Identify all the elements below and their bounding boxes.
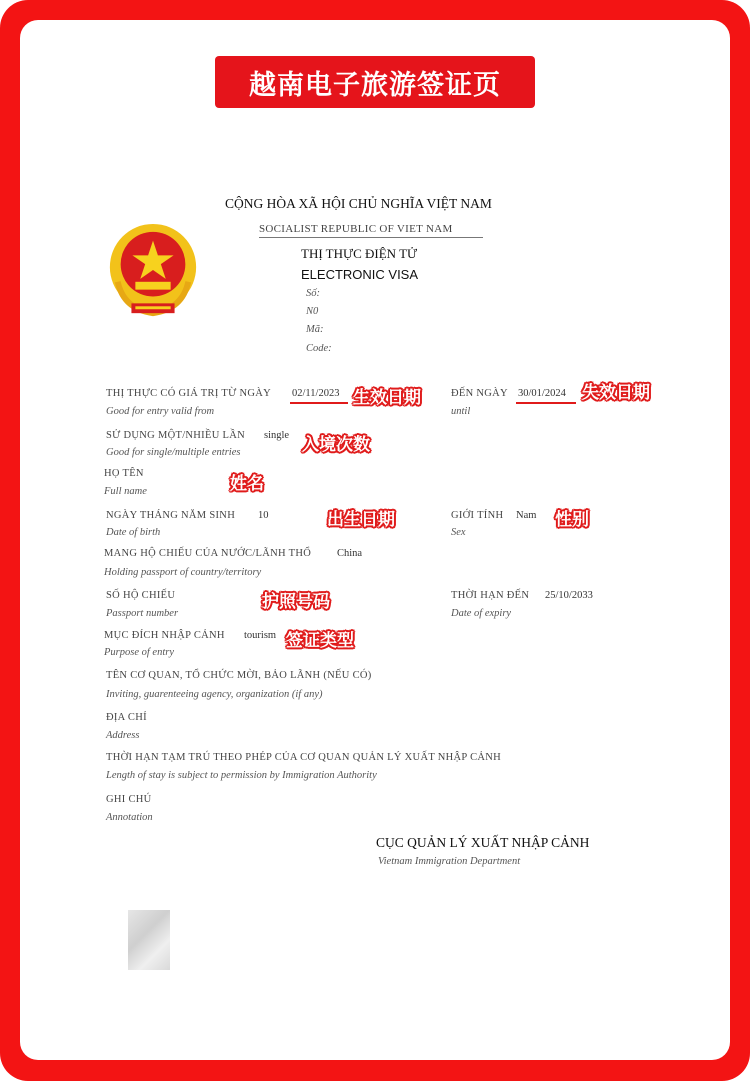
dob-en: Date of birth (106, 527, 161, 538)
country-name-vn: CỘNG HÒA XÃ HỘI CHỦ NGHĨA VIỆT NAM (225, 196, 492, 211)
header-divider (259, 237, 483, 238)
annotation-dob: 出生日期 (327, 510, 395, 530)
stay-label: THỜI HẠN TẠM TRÚ THEO PHÉP CỦA CƠ QUAN QUẢN LÝ XUẤT NHẬP CẢNH (106, 752, 502, 763)
purpose-en: Purpose of entry (104, 647, 174, 658)
sex-value: Nam (516, 510, 537, 521)
expiry-en: Date of expiry (451, 608, 512, 619)
annotation-valid-from: 生效日期 (353, 388, 421, 408)
expiry-value: 25/10/2033 (545, 590, 593, 601)
dob-value: 10 (258, 510, 269, 521)
annotation-entries: 入境次数 (302, 435, 370, 455)
document-card (20, 20, 730, 1060)
nationality-en: Holding passport of country/territory (104, 567, 262, 578)
valid-until-value: 30/01/2024 (518, 388, 566, 399)
entries-label: SỬ DỤNG MỘT/NHIỀU LẦN (106, 430, 245, 441)
note-en: Annotation (106, 812, 153, 823)
name-label: HỌ TÊN (104, 468, 144, 479)
valid-from-underline (290, 402, 348, 404)
entries-value: single (264, 430, 290, 441)
valid-until-underline (516, 402, 576, 404)
note-label: GHI CHÚ (106, 794, 152, 805)
purpose-value: tourism (244, 630, 277, 641)
nationality-value: China (337, 548, 363, 559)
number-label-en: N0 (306, 306, 319, 317)
entries-en: Good for single/multiple entries (106, 447, 241, 458)
valid-from-label: THỊ THỰC CÓ GIÁ TRỊ TỪ NGÀY (106, 388, 271, 399)
number-label-vn: Số: (306, 288, 320, 299)
annotation-valid-until: 失效日期 (582, 383, 650, 403)
visa-title-en: ELECTRONIC VISA (301, 267, 419, 282)
valid-from-en: Good for entry valid from (106, 406, 215, 417)
dob-label: NGÀY THÁNG NĂM SINH (106, 510, 236, 521)
agency-label: TÊN CƠ QUAN, TỔ CHỨC MỜI, BẢO LÃNH (NẾU CÓ) (106, 670, 372, 681)
banner-title: 越南电子旅游签证页 (215, 56, 535, 108)
sex-en: Sex (451, 527, 466, 538)
passport-en: Passport number (106, 608, 179, 619)
annotation-passport: 护照号码 (262, 592, 330, 612)
valid-from-value: 02/11/2023 (292, 388, 340, 399)
address-en: Address (106, 730, 140, 741)
passport-label: SỐ HỘ CHIẾU (106, 590, 176, 601)
code-label-en: Code: (306, 343, 332, 354)
expiry-label: THỜI HẠN ĐẾN (451, 590, 530, 601)
sex-label: GIỚI TÍNH (451, 510, 504, 521)
blurred-qr-code (128, 910, 170, 970)
nationality-label: MANG HỘ CHIẾU CỦA NƯỚC/LÃNH THỔ (104, 548, 312, 559)
annotation-visa-type: 签证类型 (286, 631, 354, 651)
valid-until-en: until (451, 406, 471, 417)
national-emblem-icon (104, 222, 202, 322)
annotation-sex: 性别 (555, 510, 589, 530)
valid-until-label: ĐẾN NGÀY (451, 388, 508, 399)
visa-title-vn: THỊ THỰC ĐIỆN TỬ (301, 246, 418, 261)
department-name-vn: CỤC QUẢN LÝ XUẤT NHẬP CẢNH (376, 835, 590, 850)
country-name-en: SOCIALIST REPUBLIC OF VIET NAM (259, 223, 453, 235)
code-label-vn: Mã: (306, 324, 324, 335)
address-label: ĐỊA CHỈ (106, 712, 147, 723)
annotation-name: 姓名 (230, 474, 264, 494)
agency-en: Inviting, guarenteeing agency, organization (if any) (106, 689, 323, 700)
stay-en: Length of stay is subject to permission by Immigration Authority (106, 770, 377, 781)
name-en: Full name (104, 486, 147, 497)
purpose-label: MỤC ĐÍCH NHẬP CẢNH (104, 630, 225, 641)
department-name-en: Vietnam Immigration Department (378, 856, 521, 867)
